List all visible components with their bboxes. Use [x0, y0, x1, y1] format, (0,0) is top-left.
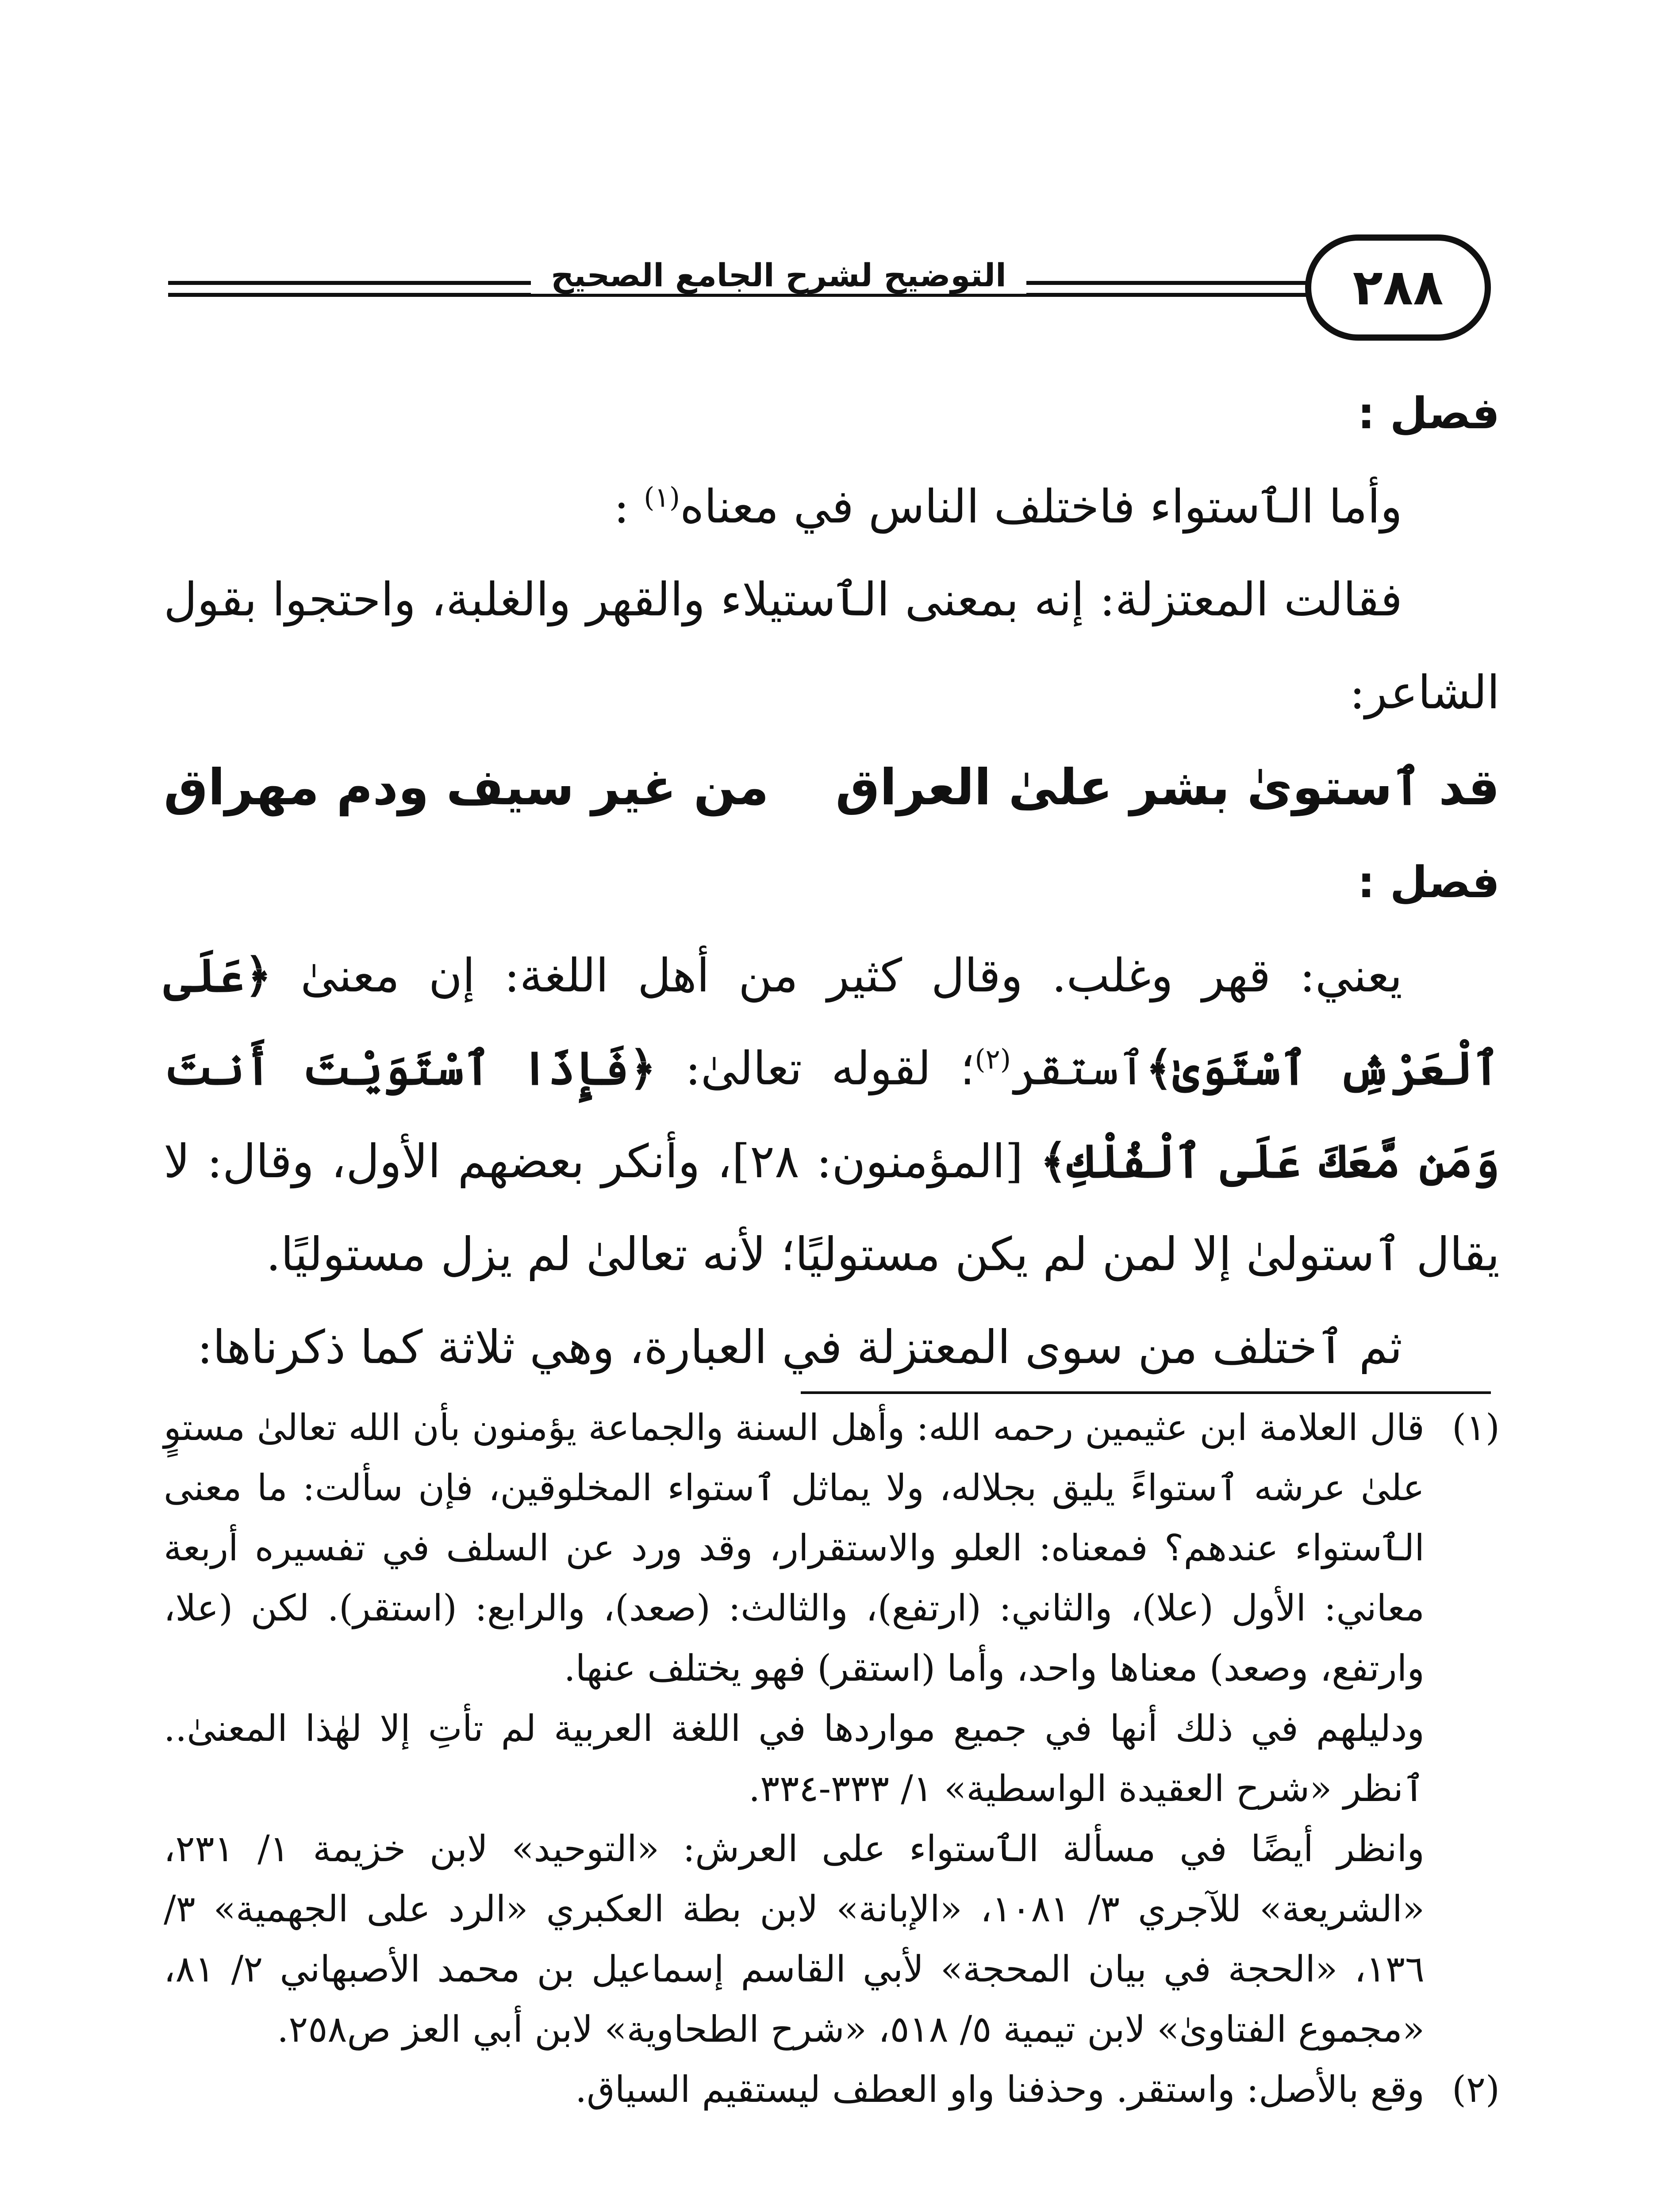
page-number-badge [1305, 234, 1491, 341]
paragraph [164, 460, 1500, 553]
poetry-verse [164, 739, 1500, 836]
page-number: ٢٨٨ [1352, 259, 1444, 316]
section-heading: فصل : [1357, 857, 1500, 908]
footnote-continuation: وانظر أيضًا في مسألة الٱستواء على العرش: «التوحيد» لابن خزيمة ١/ ٢٣١، «الشريعة» للآجري ٣/ ١٠٨١، «الإبانة» لابن بطة العكبري «الرد على الجهمية» ٣/ ١٣٦، «الحجة في بيان المحجة» لأبي القاسم إسماعيل بن محمد الأصبهاني ٢/ ٨١، «مجموع الفتاوىٰ» لابن تيمية ٥/ ٥١٨، «شرح الطحاوية» لابن أبي العز ص٢٥٨. [164, 1828, 1425, 2051]
page-header [168, 230, 1491, 349]
running-title: التوضيح لشرح الجامع الصحيح [531, 257, 1026, 294]
verse-hemistich-first: قد ٱستوىٰ بشر علىٰ العراق [835, 759, 1500, 816]
footnote-ref: (١) [644, 481, 680, 514]
paragraph: فقالت المعتزلة: إنه بمعنى الٱستيلاء والقهر والغلبة، واحتجوا بقول الشاعر: [164, 572, 1500, 719]
section-heading: فصل : [1357, 388, 1500, 439]
paragraph [164, 929, 1500, 1301]
paragraph: ثم ٱختلف من سوى المعتزلة في العبارة، وهي ثلاثة كما ذكرناها: [197, 1320, 1402, 1374]
footnote [164, 1398, 1500, 1699]
footnote-separator [801, 1391, 1491, 1394]
verse-hemistich-second: من غير سيف ودم مهراق [164, 759, 769, 816]
footnotes [164, 1398, 1500, 2120]
paragraph-text: : [614, 480, 644, 534]
footnote-marker: (٢) [1452, 2069, 1500, 2111]
quran-quote: ﴿عَلَى ٱلْعَرْشِ ٱسْتَوَىٰ﴾ [164, 948, 1500, 1095]
paragraph-text: [المؤمنون: ٢٨]، وأنكر بعضهم الأول، وقال: لا يقال ٱستولىٰ إلا لمن لم يكن مستوليًا؛ لأنه تعالىٰ لم يزل مستوليًا. [164, 1134, 1500, 1281]
footnote-continuation: ودليلهم في ذلك أنها في جميع مواردها في اللغة العربية لم تأتِ إلا لهٰذا المعنىٰ.. ٱنظر «شرح العقيدة الواسطية» ١/ ٣٣٣-٣٣٤. [164, 1708, 1425, 1810]
footnote [164, 2060, 1500, 2120]
footnote-text: قال العلامة ابن عثيمين رحمه الله: وأهل السنة والجماعة يؤمنون بأن الله تعالىٰ مستوٍ علىٰ عرشه ٱستواءً يليق بجلاله، ولا يماثل ٱستواء المخلوقين، فإن سألت: ما معنى الٱستواء عندهم؟ فمعناه: العلو والاستقرار، وقد ورد عن السلف في تفسيره أربعة معاني: الأول (علا)، والثاني: (ارتفع)، والثالث: (صعد)، والرابع: (استقر). لكن (علا، وارتفع، وصعد) معناها واحد، وأما (استقر) فهو يختلف عنها. [164, 1407, 1425, 1690]
paragraph-text: يعني: قهر وغلب. وقال كثير من أهل اللغة: إن معنىٰ [271, 949, 1402, 1002]
paragraph-text: وأما الٱستواء فاختلف الناس في معناه [680, 480, 1402, 534]
footnote-marker: (١) [1452, 1407, 1500, 1449]
quran-quote: ﴿فَإِذَا ٱسْتَوَيْتَ أَنتَ وَمَن مَّعَكَ عَلَى ٱلْفُلْكِ﴾ [164, 1041, 1500, 1188]
footnote-text: وقع بالأصل: واستقر. وحذفنا واو العطف ليستقيم السياق. [575, 2069, 1425, 2111]
footnote-ref: (٢) [975, 1043, 1011, 1075]
paragraph-text: ؛ لقوله تعالىٰ: [656, 1041, 975, 1095]
main-text [164, 367, 1500, 1394]
paragraph-text: ٱستقر [1011, 1041, 1146, 1095]
